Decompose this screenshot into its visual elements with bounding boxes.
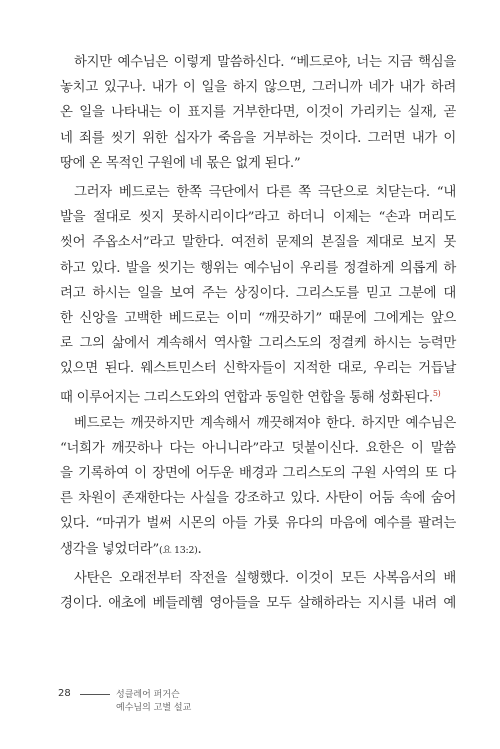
text-line: 사탄은 오래전부터 작전을 실행했다. 이것이 모든 사복음서의 배 bbox=[74, 570, 456, 586]
text-line: 있으면 된다. 웨스트민스터 신학자들이 지적한 대로, 우리는 거듭날 bbox=[60, 361, 456, 377]
text-line: 른 차원이 존재한다는 사실을 강조하고 있다. 사탄이 어둠 속에 숨어 bbox=[60, 491, 456, 507]
book-title: 성클레어 퍼거슨 bbox=[116, 690, 180, 700]
page-number: 28 bbox=[58, 688, 71, 699]
text-line: 을 기록하여 이 장면에 어두운 배경과 그리스도의 구원 사역의 또 다 bbox=[60, 466, 456, 481]
paragraph-3 bbox=[60, 411, 456, 562]
book-subtitle: 예수님의 고별 설교 bbox=[116, 703, 192, 713]
text-line: 한 신앙을 고백한 베드로는 이미 “깨끗하기” 때문에 그에게는 앞으 bbox=[60, 310, 456, 326]
text-line bbox=[60, 537, 456, 562]
paragraph-1 bbox=[60, 50, 456, 176]
footer-rule bbox=[80, 694, 110, 695]
sentence-end: . bbox=[197, 541, 202, 557]
page-footer bbox=[58, 688, 358, 728]
text-line: 려고 하시는 일을 보여 주는 상징이다. 그리스도를 믿고 그분에 대 bbox=[60, 285, 456, 301]
text-line bbox=[60, 381, 456, 406]
text-line: 경이다. 애초에 베들레헴 영아들을 모두 살해하라는 지시를 내려 예 bbox=[60, 595, 456, 611]
paragraph-2 bbox=[60, 180, 456, 407]
text-line: 하지만 예수님은 이렇게 말씀하신다. “베드로야, 너는 지금 핵심을 bbox=[74, 55, 456, 70]
text-line: 놓치고 있구나. 내가 이 일을 하지 않으면, 그러니까 네가 내가 하려 bbox=[60, 80, 456, 96]
body-text bbox=[60, 50, 456, 620]
text-line: “너희가 깨끗하나 다는 아니니라”라고 덧붙이신다. 요한은 이 말씀 bbox=[60, 440, 456, 456]
text-line: 하고 있다. 발을 씻기는 행위는 예수님이 우리를 정결하게 의롭게 하 bbox=[60, 260, 456, 276]
scripture-reference: (요 13:2) bbox=[158, 544, 198, 556]
text-line: 있다. “마귀가 벌써 시몬의 아들 가룟 유다의 마음에 예수를 팔려는 bbox=[60, 516, 456, 532]
footnote-marker[interactable]: 5) bbox=[432, 389, 441, 399]
text-line: 그러자 베드로는 한쪽 극단에서 다른 쪽 극단으로 치닫는다. “내 bbox=[74, 184, 456, 200]
text-line: 씻어 주옵소서”라고 말한다. 여전히 문제의 본질을 제대로 보지 못 bbox=[60, 235, 456, 251]
text-line-content: 생각을 넣었더라” bbox=[60, 541, 159, 557]
text-line: 베드로는 깨끗하지만 계속해서 깨끗해져야 한다. 하지만 예수님은 bbox=[74, 415, 456, 431]
text-line: 네 죄를 씻기 위한 십자가 죽음을 거부하는 것이다. 그러면 내가 이 bbox=[60, 130, 456, 146]
text-line-content: 때 이루어지는 그리스도와의 연합과 동일한 연합을 통해 성화된다. bbox=[60, 390, 433, 406]
text-line: 발을 절대로 씻지 못하시리이다”라고 하더니 이제는 “손과 머리도 bbox=[60, 210, 456, 226]
text-line: 로 그의 삶에서 계속해서 역사할 그리스도의 정결케 하시는 능력만 bbox=[60, 336, 456, 352]
text-line: 온 일을 나타내는 이 표지를 거부한다면, 이것이 가리키는 실재, 곧 bbox=[60, 105, 456, 121]
text-line: 땅에 온 목적인 구원에 네 몫은 없게 된다.” bbox=[60, 155, 301, 171]
paragraph-4 bbox=[60, 566, 456, 616]
